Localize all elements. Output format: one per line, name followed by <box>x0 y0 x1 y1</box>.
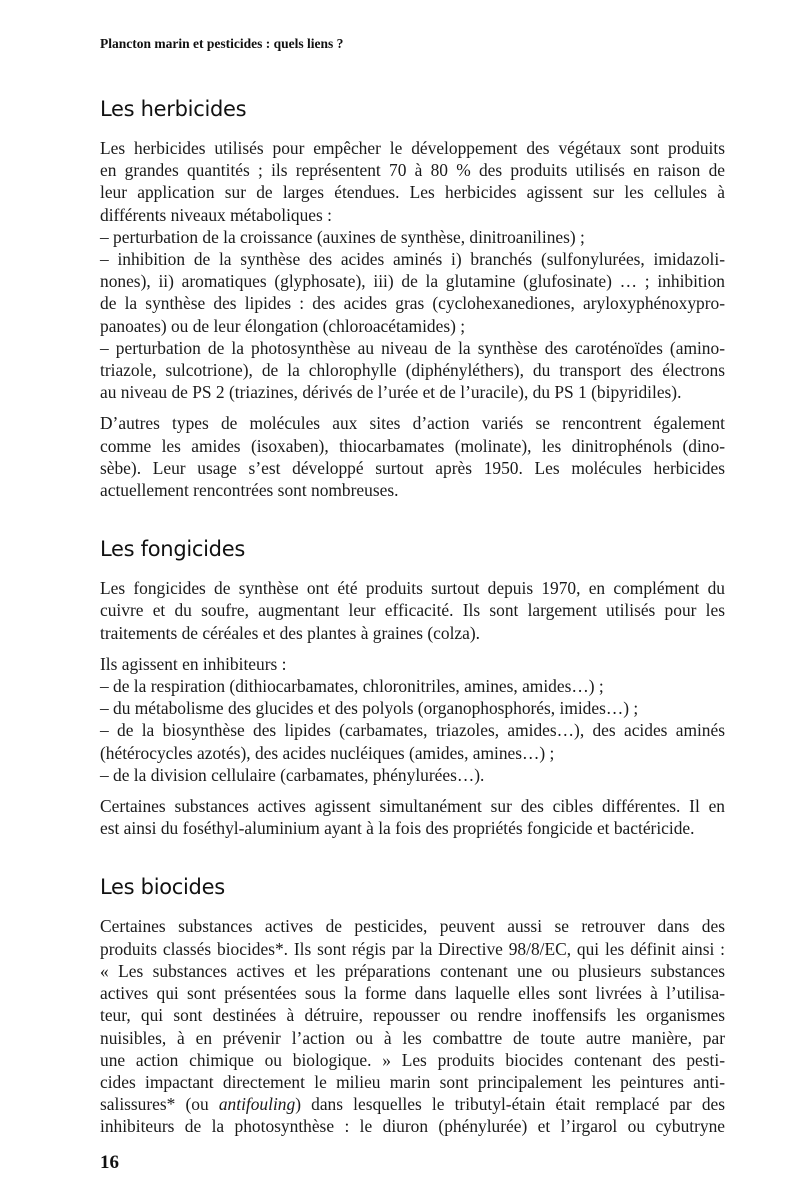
text-line: au niveau de PS 2 (triazines, dérivés de l’urée et de l’uracile), du PS 1 (bipyridiles). <box>100 382 682 403</box>
text-line: est ainsi du foséthyl-aluminium ayant à la fois des propriétés fongicide et bactéricide. <box>100 818 695 839</box>
text-line: une action chimique ou biologique. » Les produits biocides contenant des pesti- <box>100 1049 725 1070</box>
text-line: Ils agissent en inhibiteurs : <box>100 653 287 674</box>
text-line: leur application sur de larges étendues. Les herbicides agissent sur les cellules à <box>100 182 725 203</box>
text-line: actuellement rencontrées sont nombreuses. <box>100 480 399 501</box>
text-line: actives qui sont présentées sous la forme dans laquelle elles sont livrées à l’utilisa- <box>100 983 725 1004</box>
section-les-biocides <box>100 873 725 1137</box>
section-heading: Les biocides <box>100 875 225 900</box>
text-line: différents niveaux métaboliques : <box>100 204 332 225</box>
text-line: sèbe). Leur usage s’est développé surtout après 1950. Les molécules herbicides <box>100 457 725 478</box>
paragraph <box>100 137 725 403</box>
text-line: « Les substances actives et les préparations contenant une ou plusieurs substances <box>100 960 725 981</box>
paragraph <box>100 412 725 501</box>
text-line: triazole, sulcotrione), de la chlorophylle (diphényléthers), du transport des électrons <box>100 360 725 381</box>
paragraph <box>100 795 725 839</box>
text-line: produits classés biocides*. Ils sont régis par la Directive 98/8/EC, qui les définit ainsi : <box>100 938 725 959</box>
text-line: Les fongicides de synthèse ont été produits surtout depuis 1970, en complément du <box>100 578 725 599</box>
text-line: salissures* (ou antifouling) dans lesquelles le tributyl-étain était remplacé par des <box>100 1094 725 1115</box>
paragraph <box>100 653 725 786</box>
text-line: traitements de céréales et des plantes à graines (colza). <box>100 622 480 643</box>
text-line: teur, qui sont destinées à détruire, repousser ou rendre inoffensifs les organismes <box>100 1005 725 1026</box>
text-line: – de la division cellulaire (carbamates, phénylurées…). <box>100 764 485 785</box>
text-line: – perturbation de la croissance (auxines de synthèse, dinitroanilines) ; <box>100 226 585 247</box>
text-line: Les herbicides utilisés pour empêcher le développement des végétaux sont produits <box>100 138 725 158</box>
page-number: 16 <box>100 1152 119 1173</box>
text-line: panoates) ou de leur élongation (chloroacétamides) ; <box>100 315 466 336</box>
paragraph <box>100 577 725 644</box>
text-line: inhibiteurs de la photosynthèse : le diuron (phénylurée) et l’irgarol ou cybutryne <box>100 1116 725 1137</box>
section-les-fongicides <box>100 535 725 839</box>
italic-term: antifouling <box>218 1094 296 1115</box>
text-line: cuivre et du soufre, augmentant leur efficacité. Ils sont largement utilisés pour les <box>100 600 725 621</box>
paragraph <box>100 915 725 1137</box>
text-line: Certaines substances actives agissent simultanément sur des cibles différentes. Il en <box>100 796 725 817</box>
section-heading: Les herbicides <box>100 97 247 121</box>
text-line: – du métabolisme des glucides et des polyols (organophosphorés, imides…) ; <box>100 698 639 719</box>
text-line: – inhibition de la synthèse des acides aminés i) branchés (sulfonylurées, imidazoli- <box>100 249 725 270</box>
text-line: – perturbation de la photosynthèse au niveau de la synthèse des caroténoïdes (amino- <box>100 337 725 358</box>
page-body <box>100 95 725 1172</box>
text-line: D’autres types de molécules aux sites d’action variés se rencontrent également <box>100 413 725 434</box>
section-heading: Les fongicides <box>100 537 245 562</box>
text-line: nuisibles, à en prévenir l’action ou à les combattre de toute autre manière, par <box>100 1027 725 1048</box>
text-line: Certaines substances actives de pesticides, peuvent aussi se retrouver dans des <box>100 916 725 937</box>
text-line: – de la respiration (dithiocarbamates, chloronitriles, amines, amides…) ; <box>100 676 604 697</box>
running-head-title: Plancton marin et pesticides : quels liens ? <box>100 36 344 51</box>
text-line: comme les amides (isoxaben), thiocarbamates (molinate), les dinitrophénols (dino- <box>100 435 725 456</box>
text-line: nones), ii) aromatiques (glyphosate), iii) de la glutamine (glufosinate) … ; inhibition <box>100 271 725 292</box>
text-line: (hétérocycles azotés), des acides nucléiques (amides, amines…) ; <box>100 742 555 763</box>
text-line: en grandes quantités ; ils représentent 70 à 80 % des produits utilisés en raison de <box>100 160 725 181</box>
text-line: – de la biosynthèse des lipides (carbamates, triazoles, amides…), des acides aminés <box>100 720 725 741</box>
text-line: cides impactant directement le milieu marin sont principalement les peintures anti- <box>100 1071 725 1092</box>
text-line: de la synthèse des lipides : des acides gras (cyclohexanediones, aryloxyphénoxypro- <box>100 293 725 314</box>
section-les-herbicides <box>100 95 725 501</box>
